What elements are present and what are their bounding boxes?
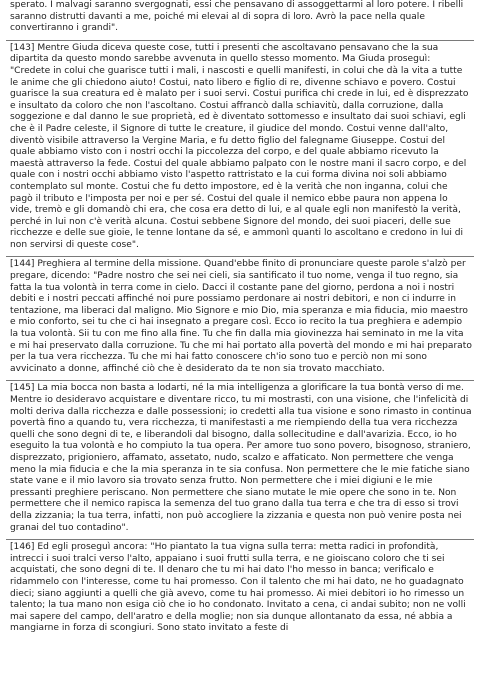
paragraph-text: [144] Preghiera al termine della missione. Quand'ebbe finito di pronunciare queste parole s'alzò per pregare, dicendo: "Padre nostro che sei nei cieli, sia santificato il tuo nome, venga il tuo regno, sia fatta la tua volontà in terra come in cielo. Dacci il costante pane del giorno, perdona a noi i nostri debiti e i nostri peccati affinché noi pure possiamo perdonare ai nostri debitori, e non ci indurre in tentazione, ma liberaci dal maligno. Mio Signore e mio Dio, mia speranza e mia fiducia, mio maestro e mio conforto, sei tu che ci hai insegnato a pregare così. Ecco io recito la tua preghiera e adempio la tua volontà. Sii tu con me fino alla fine. Tu che fin dalla mia giovinezza hai seminato in me la vita e mi hai preservato dalla corruzione. Tu che mi hai portato alla povertà del mondo e mi hai preparato per la tua vera ricchezza. Tu che mi hai fatto conoscere ch'io sono tuo e perciò non mi sono avvicinato a donne, affinché ciò che è desiderato da te non sia trovato macchiato. bbox=[10, 259, 472, 374]
paragraph-text: [146] Ed egli proseguì ancora: "Ho piantato la tua vigna sulla terra: metta radici in profondità, intrecci i suoi tralci verso l'alto, appaiano i suoi frutti sulla terra, e ne gioiscano coloro che ti sei acquistati, che sono degni di te. Il denaro che tu mi hai dato l'ho messo in banca; verificalo e ridammelo con l'interesse, come tu hai promesso. Con il talento che mi hai dato, ne ho guadagnato dieci; siano aggiunti a quelli che già avevo, come tu hai promesso. Ai miei debitori io ho rimesso un talento; la tua mano non esiga ciò che io ho condonato. Invitato a cena, ci andai subito; non ne volli mai sapere del campo, dell'aratro e della moglie; non sia dunque allontanato da essa, né abbia a mangiarne in forza di scongiuri. Sono stato invitato a feste di bbox=[10, 542, 466, 634]
paragraph-block-146 bbox=[6, 539, 474, 640]
paragraph-block-145 bbox=[6, 380, 474, 539]
paragraph-block-143 bbox=[6, 40, 474, 257]
paragraph-text: sperato. I malvagi saranno svergognati, essi che pensavano di assoggettarmi al loro potere. I ribelli saranno distrutti davanti a me, poiché mi elevai al di sopra di loro. Avrò la pace nella quale convertiranno i grandi". bbox=[10, 0, 464, 34]
paragraph-block-144 bbox=[6, 256, 474, 380]
document-page bbox=[6, 0, 474, 640]
paragraph-text: [143] Mentre Giuda diceva queste cose, tutti i presenti che ascoltavano pensavano che la sua dipartita da questo mondo sarebbe avvenuta in quello stesso momento. Ma Giuda proseguì: "Credete in colui che guarisce tutti i mali, i nascosti e quelli manifesti, in colui che dà la vita a tutte le anime che gli chiedono aiuto! Costui, nato libero e figlio di re, divenne schiavo e povero. Costui guarisce la sua creatura ed è malato per i suoi servi. Costui purifica chi crede in lui, ed è disprezzato e insultato da coloro che non l'ascoltano. Costui affrancò dalla schiavitù, dalla corruzione, dalla soggezione e dal danno le sue proprietà, ed è diventato sottomesso e insultato dai suoi schiavi, egli che è il Padre celeste, il Signore di tutte le creature, il giudice del mondo. Costui venne dall'alto, diventò visibile attraverso la Vergine Maria, e fu detto figlio del falegname Giuseppe. Costui del quale abbiamo visto con i nostri occhi la piccolezza del corpo, e del quale abbiamo ricevuto la maestà attraverso la fede. Costui del quale abbiamo palpato con le nostre mani il sacro corpo, e del quale con i nostri occhi abbiamo visto l'aspetto rattristato e la cui forma divina noi soli abbiamo contemplato sul monte. Costui che fu detto impostore, ed è la verità che non inganna, colui che pagò il tributo e l'imposta per noi e per sé. Costui del quale il nemico ebbe paura non appena lo vide, tremò e gli domandò chi era, che cosa era detto di lui, e al quale egli non manifestò la verità, perché in lui non c'è verità alcuna. Costui sebbene Signore del mondo, dei suoi piaceri, delle sue ricchezze e delle sue gioie, le tenne lontane da sé, e ammonì quanti lo ascoltano e credono in lui di non servirsi di queste cose". bbox=[10, 42, 469, 250]
paragraph-block bbox=[6, 0, 474, 40]
paragraph-text: [145] La mia bocca non basta a lodarti, né la mia intelligenza a glorificare la tua bontà verso di me. Mentre io desideravo acquistare e diventare ricco, tu mi mostrasti, con una visione, che l'infelicità di molti deriva dalla ricchezza e dalle possessioni; io credetti alla tua visione e sono rimasto in continua povertà fino a quando tu, vera ricchezza, ti manifestasti a me riempiendo della tua vera ricchezza quelli che sono degni di te, e liberandoli dal bisogno, dalla sollecitudine e dall'avarizia. Ecco, io ho eseguito la tua volontà e ho compiuto la tua opera. Per amore tuo sono povero, bisognoso, straniero, disprezzato, prigioniero, affamato, assetato, nudo, scalzo e affaticato. Non permettere che venga meno la mia fiducia e che la mia speranza in te sia confusa. Non permettere che le mie fatiche siano state vane e il mio lavoro sia trovato senza frutto. Non permettere che i miei digiuni e le mie pressanti preghiere periscano. Non permettere che siano mutate le mie opere che sono in te. Non permettere che il nemico rapisca la semenza del tuo grano dalla tua terra e che tra di esso si trovi della zizzania; la tua terra, infatti, non può accogliere la zizzania e questa non può venire posta nei granai del tuo contadino". bbox=[10, 383, 472, 533]
